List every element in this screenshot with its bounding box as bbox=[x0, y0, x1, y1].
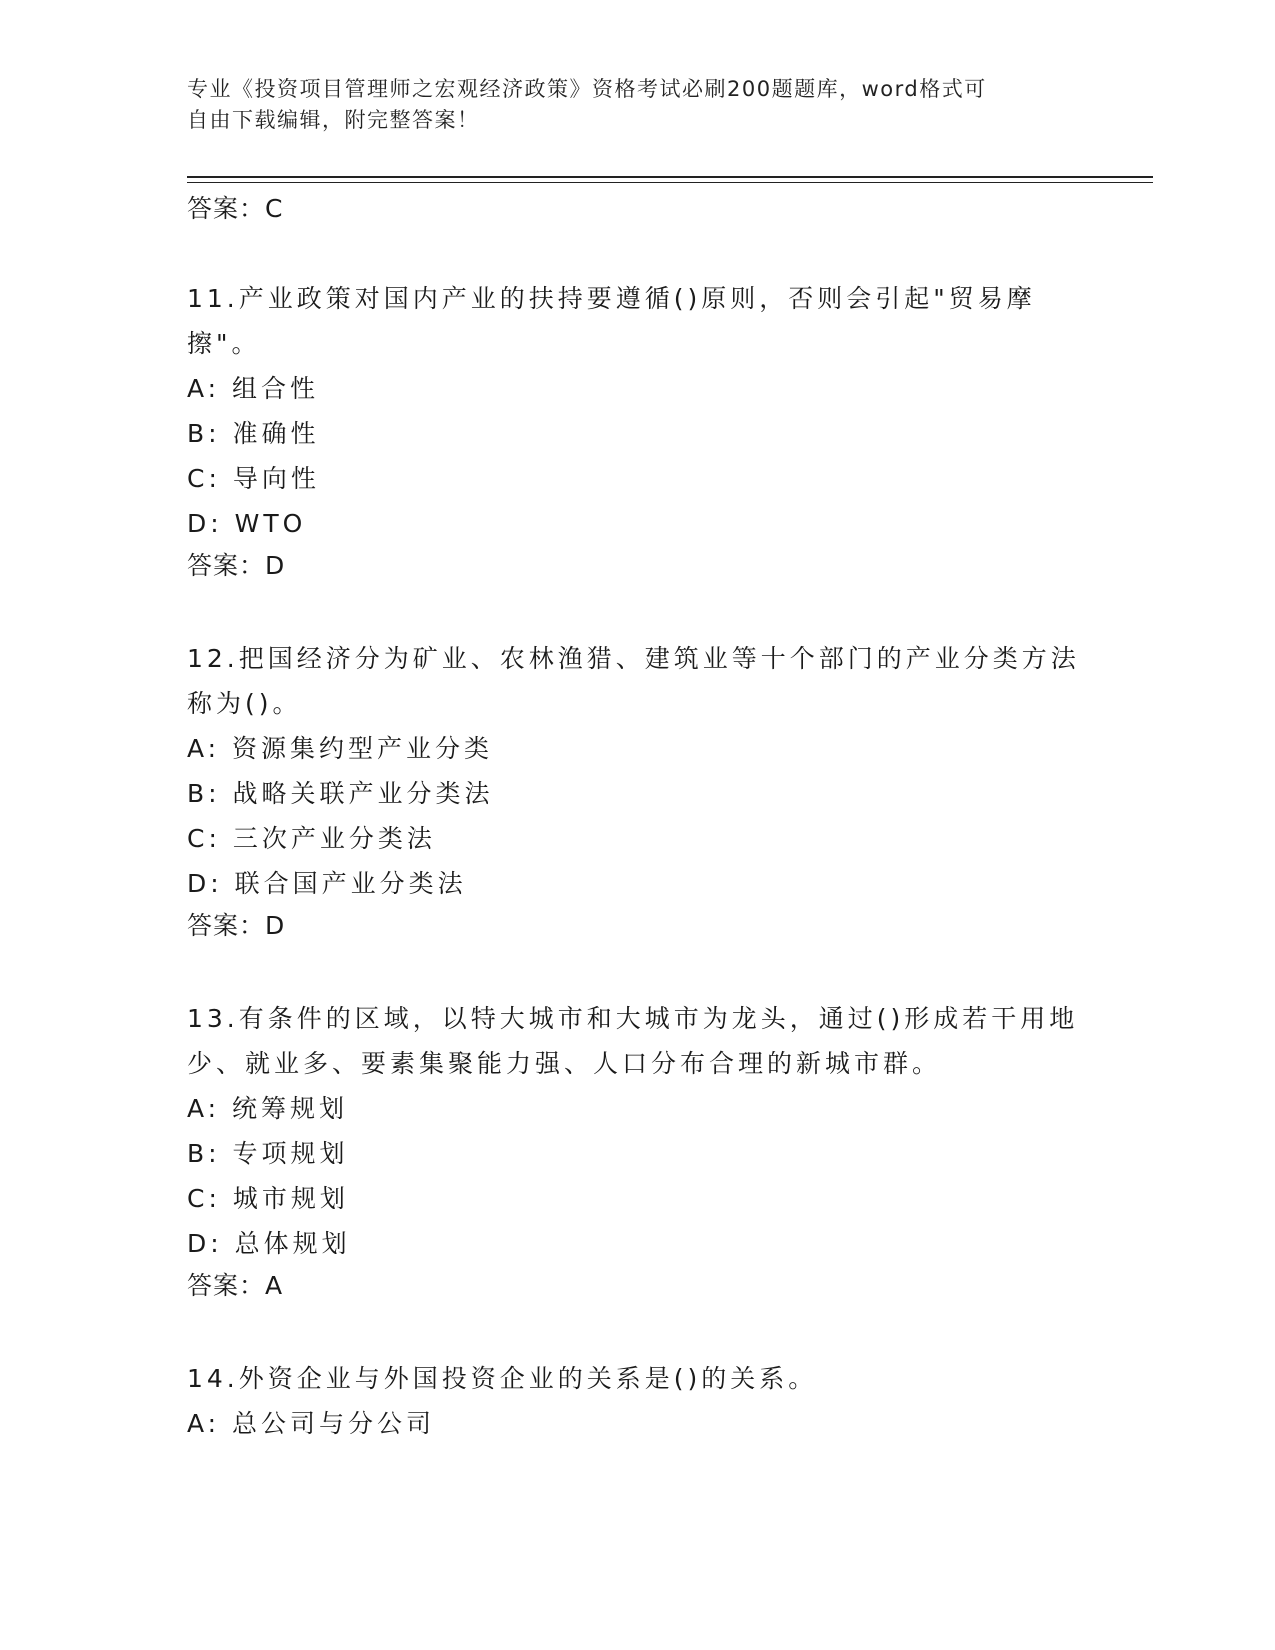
option-a: A: 统筹规划 bbox=[187, 1094, 349, 1123]
question-list bbox=[187, 192, 1087, 1446]
question-answer: 答案：A bbox=[187, 1271, 284, 1300]
option-b: B: 战略关联产业分类法 bbox=[187, 779, 494, 808]
option-c: C: 导向性 bbox=[187, 464, 320, 493]
option-c: C: 三次产业分类法 bbox=[187, 824, 436, 853]
header-divider-thin bbox=[187, 182, 1153, 183]
page-header bbox=[187, 74, 1087, 136]
question-11 bbox=[187, 276, 1087, 586]
header-divider-thick bbox=[187, 176, 1153, 178]
question-answer: 答案：D bbox=[187, 911, 286, 940]
question-12 bbox=[187, 636, 1087, 946]
question-14 bbox=[187, 1356, 1087, 1446]
header-line-1: 专业《投资项目管理师之宏观经济政策》资格考试必刷200题题库，word格式可 bbox=[187, 77, 987, 101]
question-stem: 12.把国经济分为矿业、农林渔猎、建筑业等十个部门的产业分类方法称为()。 bbox=[187, 644, 1080, 718]
question-stem: 11.产业政策对国内产业的扶持要遵循()原则，否则会引起"贸易摩擦"。 bbox=[187, 284, 1036, 358]
question-stem: 13.有条件的区域，以特大城市和大城市为龙头，通过()形成若干用地少、就业多、要素集聚能力强、人口分布合理的新城市群。 bbox=[187, 1004, 1079, 1078]
option-d: D: WTO bbox=[187, 509, 307, 538]
header-line-2: 自由下载编辑，附完整答案！ bbox=[187, 108, 480, 132]
option-b: B: 专项规划 bbox=[187, 1139, 349, 1168]
option-d: D: 总体规划 bbox=[187, 1229, 351, 1258]
question-13 bbox=[187, 996, 1087, 1306]
option-a: A: 总公司与分公司 bbox=[187, 1409, 436, 1438]
question-stem: 14.外资企业与外国投资企业的关系是()的关系。 bbox=[187, 1364, 818, 1393]
option-d: D: 联合国产业分类法 bbox=[187, 869, 467, 898]
previous-answer: 答案：C bbox=[187, 194, 284, 223]
question-answer: 答案：D bbox=[187, 551, 286, 580]
option-c: C: 城市规划 bbox=[187, 1184, 349, 1213]
option-b: B: 准确性 bbox=[187, 419, 320, 448]
option-a: A: 资源集约型产业分类 bbox=[187, 734, 494, 763]
option-a: A: 组合性 bbox=[187, 374, 320, 403]
